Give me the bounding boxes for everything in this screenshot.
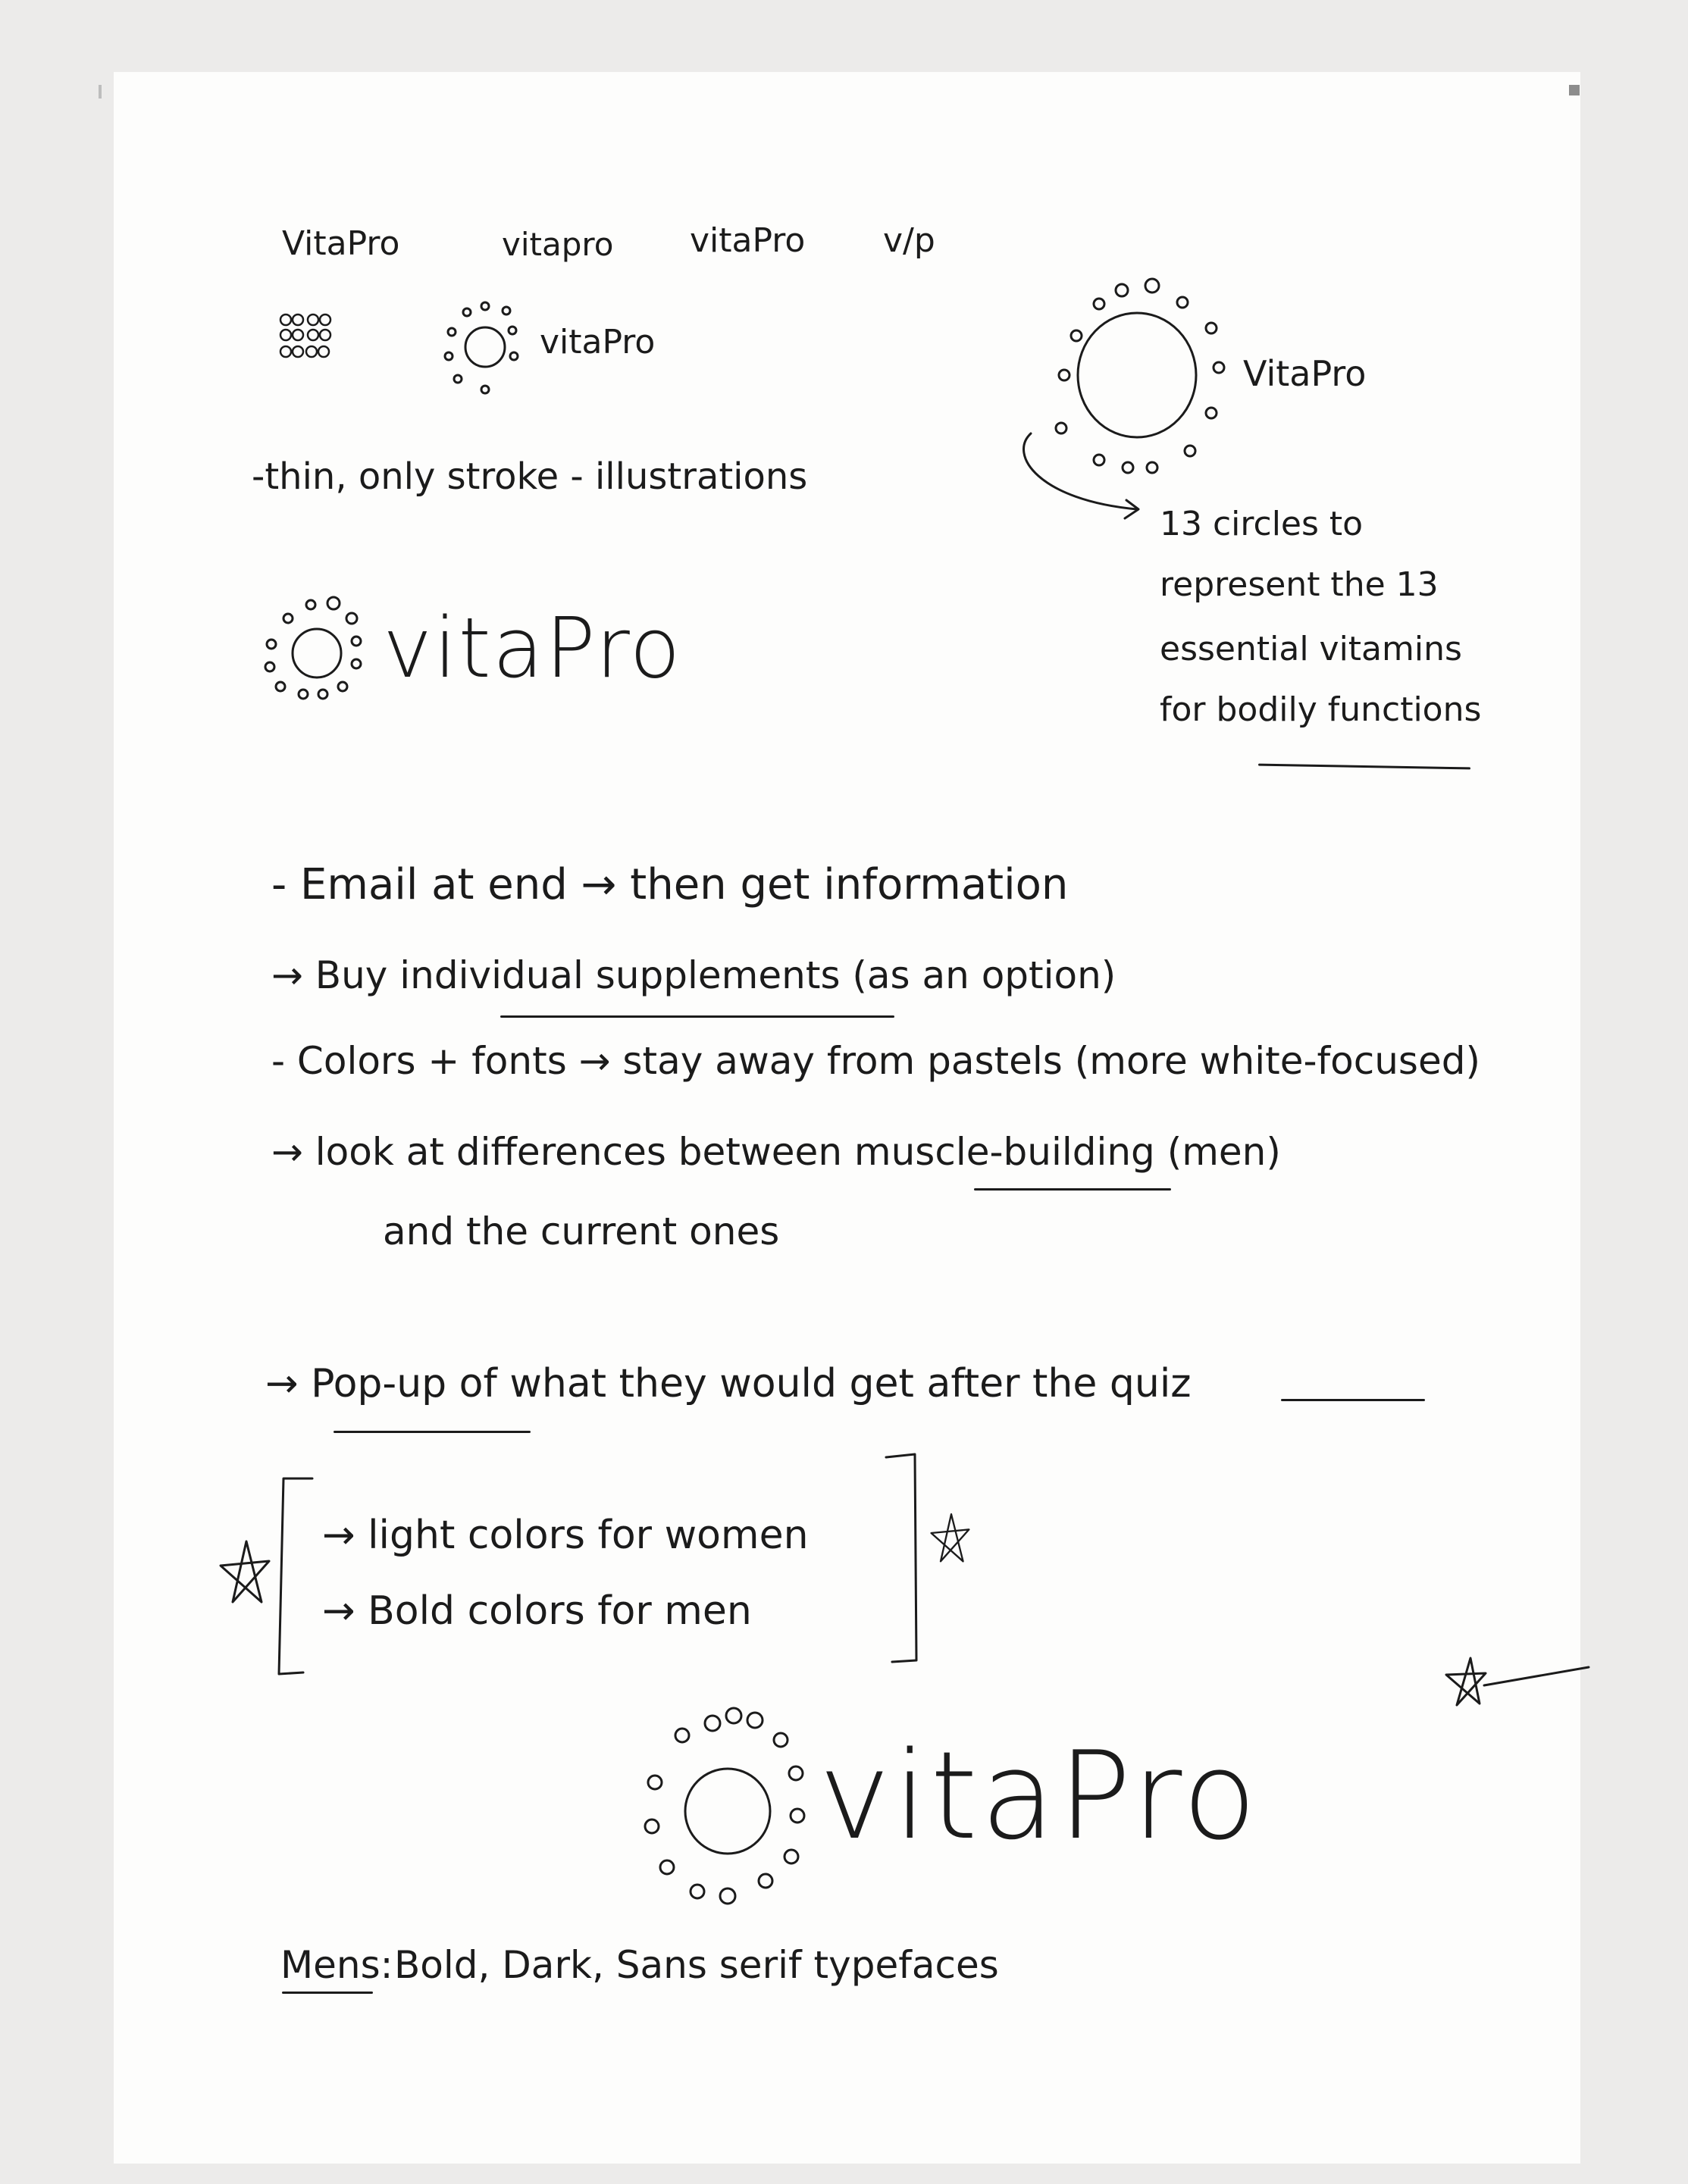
final-circle-logo-icon — [629, 1697, 826, 1925]
circles-note-line-1: 13 circles to — [1160, 505, 1364, 543]
popup-underline — [334, 1431, 531, 1433]
star-icon — [925, 1512, 978, 1565]
final-logo-text: vitaPro — [819, 1725, 1260, 1866]
note-colors-fonts: - Colors + fonts → stay away from pastels (more white-focused) — [271, 1039, 1480, 1083]
note-differences: → look at differences between muscle-building (men) — [271, 1130, 1281, 1174]
mens-typeface-note: Bold, Dark, Sans serif typefaces — [394, 1943, 999, 1987]
name-option-1: VitaPro — [282, 224, 400, 263]
mens-label-underline — [282, 1992, 373, 1994]
note-supplements: → Buy individual supplements (as an option) — [271, 953, 1116, 997]
medium-logo-text: vitaPro — [383, 599, 682, 696]
supplements-underline — [500, 1015, 894, 1018]
dot-grid-logo-icon — [277, 311, 352, 371]
circle-logo-text: VitaPro — [1243, 353, 1367, 394]
quiz-underline — [1281, 1399, 1425, 1401]
name-option-4: v/p — [883, 221, 935, 260]
note-popup: → Pop-up of what they would get after the quiz — [265, 1361, 1192, 1406]
name-option-3: vitaPro — [690, 221, 806, 260]
small-circle-logo-icon — [440, 294, 531, 400]
mens-label: Mens: — [280, 1943, 393, 1987]
bracket-men-colors: → Bold colors for men — [322, 1588, 752, 1634]
medium-circle-logo-icon — [258, 591, 379, 712]
left-bracket-icon — [273, 1474, 318, 1679]
small-logo-text: vitaPro — [540, 323, 656, 361]
scan-edge-mark — [99, 85, 102, 99]
curved-arrow-icon — [1008, 424, 1160, 538]
star-icon — [216, 1538, 277, 1607]
bracket-women-colors: → light colors for women — [322, 1513, 809, 1558]
note-email: - Email at end → then get information — [271, 860, 1069, 909]
name-option-2: vitapro — [502, 226, 614, 263]
circles-note-line-3: essential vitamins — [1160, 630, 1462, 668]
style-note: -thin, only stroke - illustrations — [252, 455, 808, 498]
right-bracket-icon — [883, 1451, 929, 1679]
muscle-building-underline — [974, 1188, 1171, 1191]
circles-note-line-2: represent the 13 — [1160, 565, 1439, 604]
scan-corner-mark — [1569, 85, 1580, 95]
note-current-ones: and the current ones — [383, 1209, 780, 1253]
circles-note-line-4: for bodily functions — [1160, 690, 1482, 729]
star-arrow-icon — [1440, 1652, 1592, 1713]
